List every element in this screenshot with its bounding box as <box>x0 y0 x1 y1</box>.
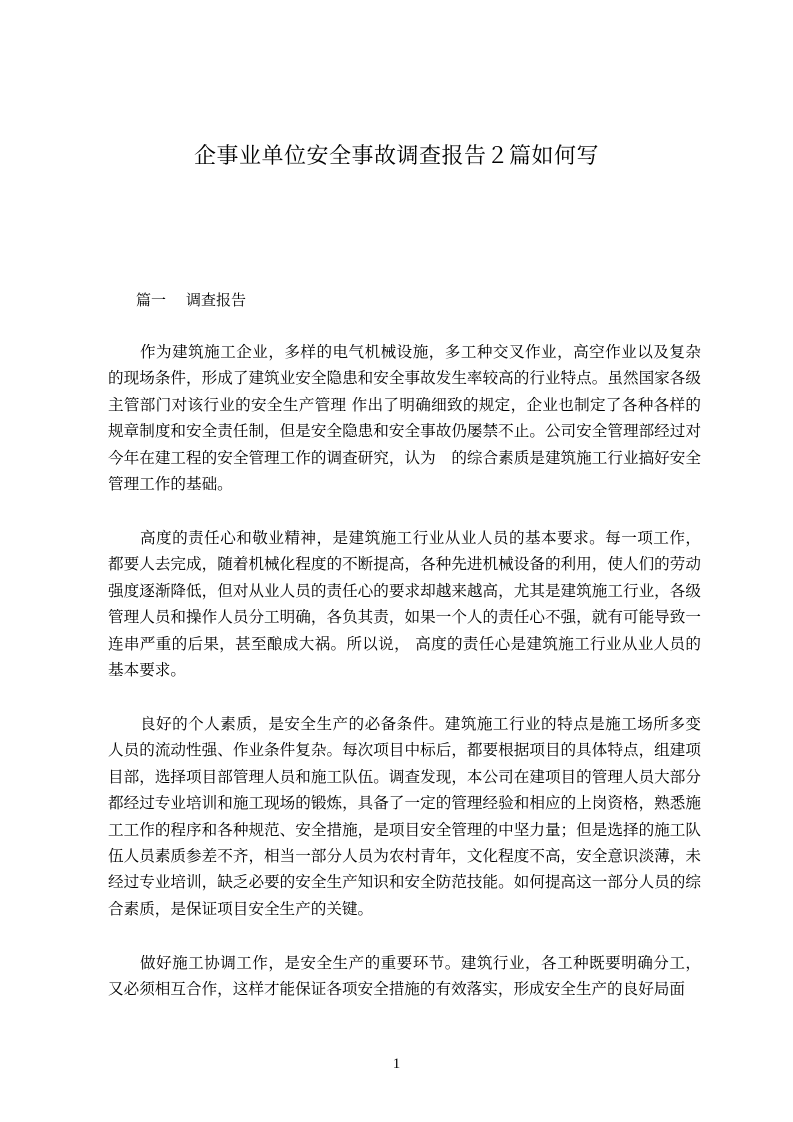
section-name: 调查报告 <box>186 291 247 309</box>
page-number: 1 <box>392 1056 401 1072</box>
document-title: 企事业单位安全事故调查报告２篇如何写 <box>193 144 599 169</box>
paragraph: 良好的个人素质，是安全生产的必备条件。建筑施工行业的特点是施工场所多变人员的流动性强、作业条件复杂。每次项目中标后，都要根据项目的具体特点，组建项目部，选择项目部管理人员和施工队伍。调查发现，本公司在建项目的管理人员大部分都经过专业培训和施工现场的锻炼，具备了一定的管理经验和相应的上岗资格，熟悉施工工作的程序和各种规范、安全措施，是项目安全管理的中坚力量；但是选择的施工队伍人员素质参差不齐，相当一部分人员为农村青年，文化程度不高，安全意识淡薄，未经过专业培训，缺乏必要的安全生产知识和安全防范技能。如何提高这一部分人员的综合素质，是保证项目安全生产的关键。 <box>108 715 701 918</box>
paragraph: 高度的责任心和敬业精神，是建筑施工行业从业人员的基本要求。每一项工作，都要人去完成，随着机械化程度的不断提高，各种先进机械设备的利用，使人们的劳动强度逐渐降低，但对从业人员的责任心的要求却越来越高，尤其是建筑施工行业，各级管理人员和操作人员分工明确，各负其责，如果一个人的责任心不强，就有可能导致一连串严重的后果，甚至酿成大祸。所以说， 高度的责任心是建筑施工行业从业人员的基本要求。 <box>108 529 701 680</box>
section-number: 篇一 <box>136 291 167 309</box>
paragraph: 做好施工协调工作，是安全生产的重要环节。建筑行业，各工种既要明确分工，又必须相互合作，这样才能保证各项安全措施的有效落实，形成安全生产的良好局面 <box>108 954 701 999</box>
paragraph: 作为建筑施工企业，多样的电气机械设施，多工种交叉作业，高空作业以及复杂的现场条件，形成了建筑业安全隐患和安全事故发生率较高的行业特点。虽然国家各级主管部门对该行业的安全生产管理 作出了明确细致的规定，企业也制定了各种各样的规章制度和安全责任制，但是安全隐患和安全事故仍屡禁不止。公司安全管理部经过对今年在建工程的安全管理工作的调查研究，认为 的综合素质是建筑施工行业搞好安全管理工作的基础。 <box>108 343 701 494</box>
section-heading <box>136 289 246 311</box>
